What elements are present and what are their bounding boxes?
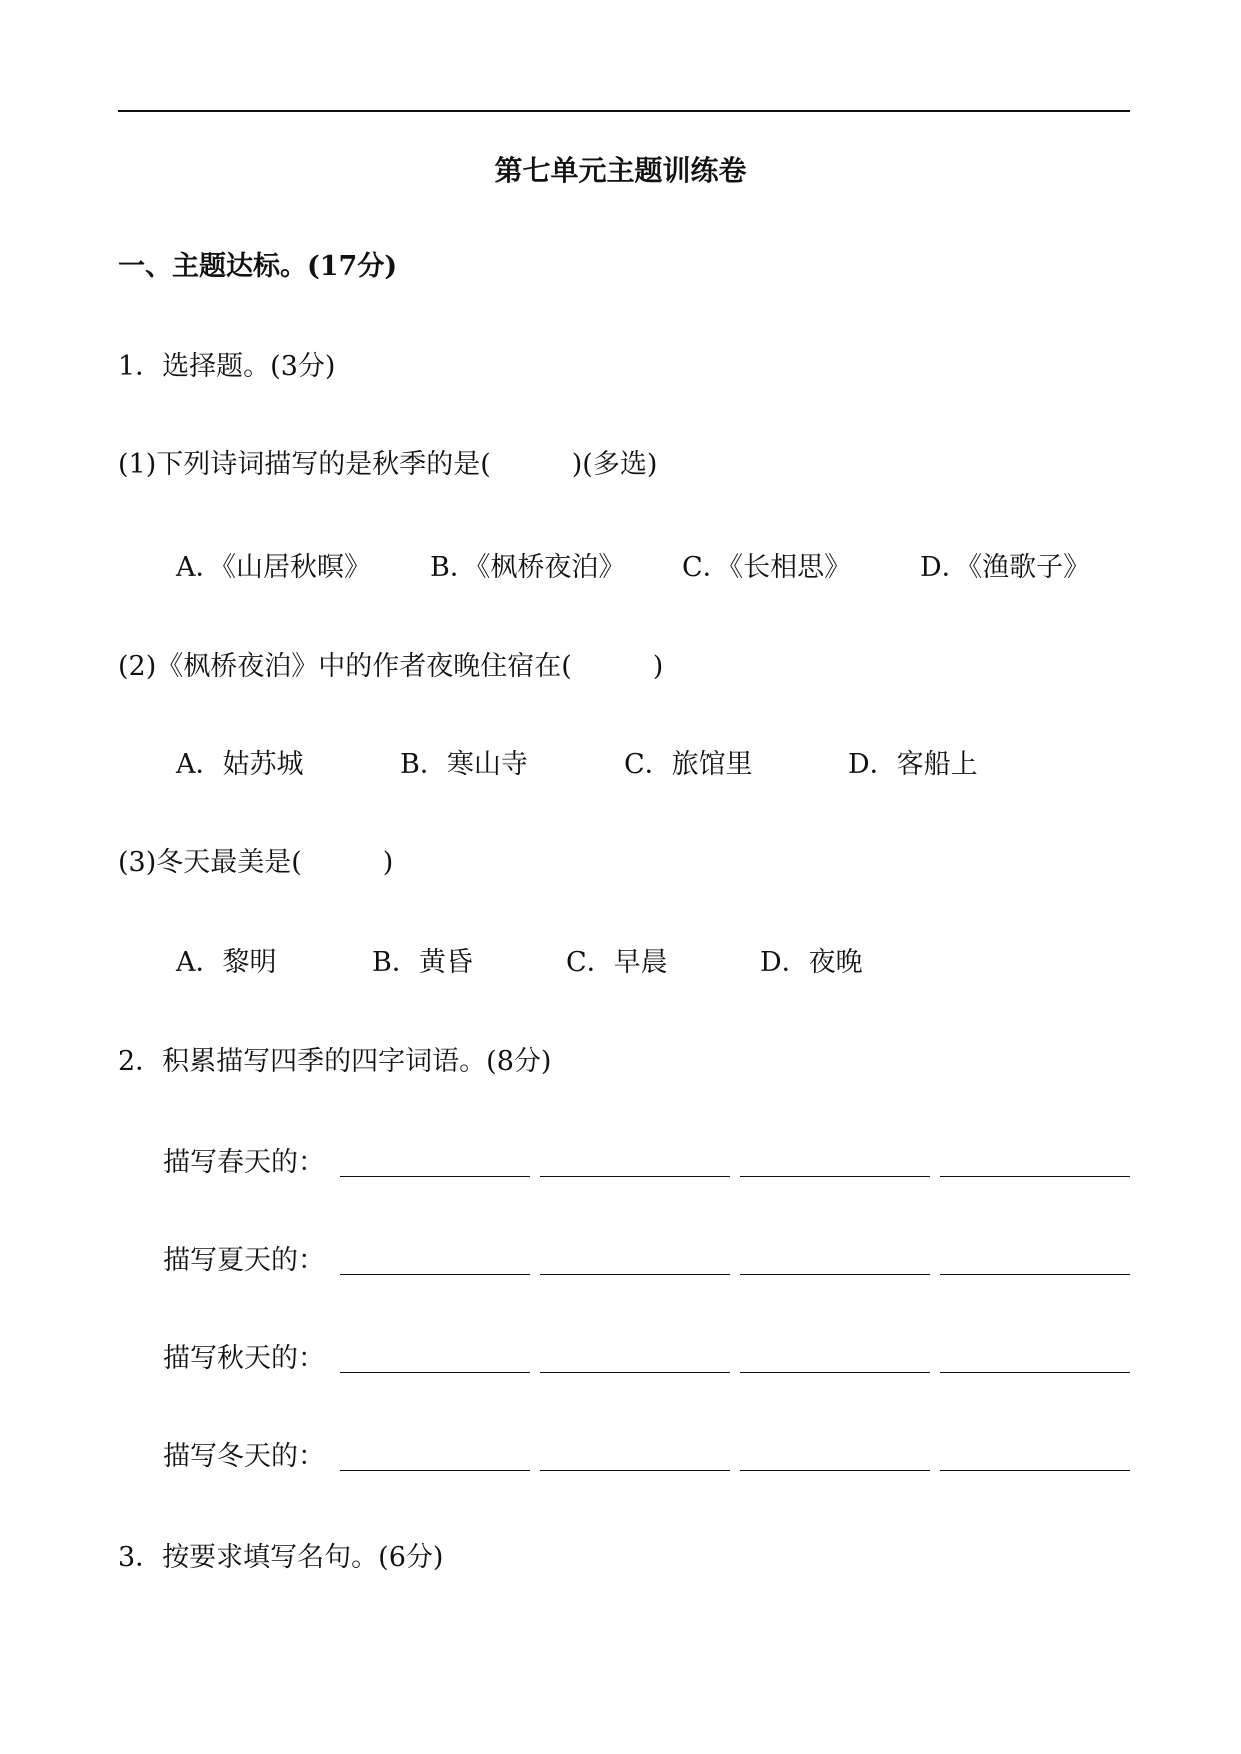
question-1-2-stem: (2)《枫桥夜泊》中的作者夜晚住宿在( ) bbox=[118, 651, 664, 682]
answer-blank[interactable] bbox=[340, 1274, 530, 1275]
option-b: B．黄昏 bbox=[372, 947, 473, 978]
option-d: D．《渔歌子》 bbox=[920, 552, 1091, 583]
winter-answer-blanks bbox=[340, 1440, 1130, 1474]
question-1-label: 1．选择题。(3分) bbox=[118, 351, 336, 382]
summer-answer-blanks bbox=[340, 1244, 1130, 1278]
winter-row-label: 描写冬天的： bbox=[163, 1441, 325, 1472]
answer-blank[interactable] bbox=[740, 1372, 930, 1373]
answer-blank[interactable] bbox=[540, 1274, 730, 1275]
spring-row-label: 描写春天的： bbox=[163, 1147, 325, 1178]
option-a: A．黎明 bbox=[176, 947, 277, 978]
top-rule bbox=[118, 110, 1130, 112]
answer-blank[interactable] bbox=[940, 1274, 1130, 1275]
option-b: B．寒山寺 bbox=[400, 749, 528, 780]
option-a: A．姑苏城 bbox=[176, 749, 304, 780]
answer-blank[interactable] bbox=[740, 1274, 930, 1275]
option-d: D．客船上 bbox=[848, 749, 978, 780]
spring-answer-blanks bbox=[340, 1146, 1130, 1180]
option-c: C．旅馆里 bbox=[624, 749, 753, 780]
question-3-label: 3．按要求填写名句。(6分) bbox=[118, 1542, 444, 1573]
autumn-row-label: 描写秋天的： bbox=[163, 1343, 325, 1374]
option-a: A．《山居秋暝》 bbox=[176, 552, 371, 583]
section-heading-1: 一、主题达标。(17分) bbox=[118, 251, 398, 282]
answer-blank[interactable] bbox=[340, 1372, 530, 1373]
question-2-label: 2．积累描写四季的四字词语。(8分) bbox=[118, 1046, 552, 1077]
option-c: C．《长相思》 bbox=[682, 552, 852, 583]
question-1-3-stem: (3)冬天最美是( ) bbox=[118, 847, 394, 878]
answer-blank[interactable] bbox=[540, 1470, 730, 1471]
option-d: D．夜晚 bbox=[760, 947, 863, 978]
answer-blank[interactable] bbox=[340, 1176, 530, 1177]
answer-blank[interactable] bbox=[540, 1176, 730, 1177]
option-c: C．早晨 bbox=[566, 947, 668, 978]
question-1-1-stem: (1)下列诗词描写的是秋季的是( )(多选) bbox=[118, 449, 658, 480]
answer-blank[interactable] bbox=[340, 1470, 530, 1471]
page-title: 第七单元主题训练卷 bbox=[494, 154, 747, 187]
answer-blank[interactable] bbox=[740, 1470, 930, 1471]
answer-blank[interactable] bbox=[940, 1470, 1130, 1471]
summer-row-label: 描写夏天的： bbox=[163, 1245, 325, 1276]
answer-blank[interactable] bbox=[540, 1372, 730, 1373]
answer-blank[interactable] bbox=[940, 1372, 1130, 1373]
option-b: B．《枫桥夜泊》 bbox=[430, 552, 626, 583]
answer-blank[interactable] bbox=[740, 1176, 930, 1177]
autumn-answer-blanks bbox=[340, 1342, 1130, 1376]
answer-blank[interactable] bbox=[940, 1176, 1130, 1177]
